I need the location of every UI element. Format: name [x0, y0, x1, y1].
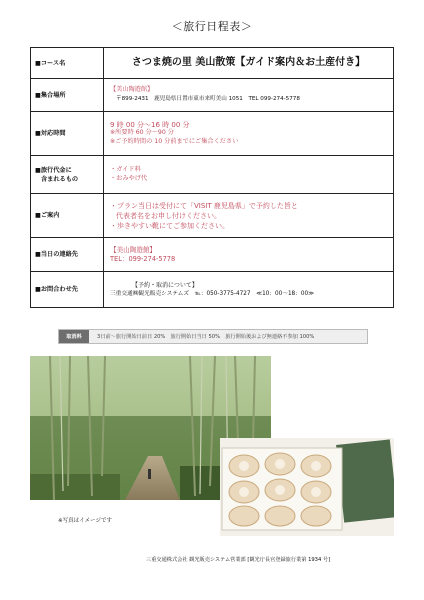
- time-note1: ※所要時 60 分～90 分: [110, 129, 174, 137]
- inquiry-line: 三重交通㈱観光販売システムズ ℡：050-3775-4727 ≪10：00～18：00≫: [110, 290, 315, 297]
- time-note2: ※ご予約時間の 10 分前までにご集合ください: [110, 137, 239, 145]
- meeting-venue: 【美山陶遊館】: [110, 86, 154, 94]
- guide-line-2: 代表者名をお申し付けください。: [116, 211, 221, 220]
- row-included: [31, 156, 394, 194]
- photo-note: ※写真はイメージです: [58, 518, 112, 524]
- cancellation-label: 取消料: [59, 330, 89, 343]
- time-label: ■対応時間: [31, 112, 104, 156]
- included-label-1: ■旅行代金に: [35, 166, 72, 174]
- footer-company: 三重交通株式会社 観光販売システム営業部 [観光庁長官登録旅行業第 1934 号]: [146, 557, 331, 563]
- meeting-address: 〒899-2431 鹿児島県日置市東市来町美山 1051 TEL 099-274-5778: [116, 96, 300, 102]
- row-course: [31, 48, 394, 79]
- row-guide: [31, 194, 394, 238]
- included-item-souvenir: ・おみやげ代: [110, 174, 148, 182]
- time-main: 9 時 00 分～16 時 00 分: [110, 120, 190, 129]
- contact-venue: 【美山陶遊館】: [110, 245, 157, 254]
- guide-label: ■ご案内: [31, 194, 104, 238]
- souvenir-sweets-photo: [220, 438, 394, 536]
- guide-line-1: ・プラン当日は受付にて「VISIT 鹿児島県」で予約した旨と: [110, 201, 298, 210]
- inquiry-heading: 【予約・取消について】: [132, 281, 198, 289]
- meeting-label: ■集合場所: [31, 79, 104, 112]
- cancellation-fee-bar: [58, 329, 368, 344]
- included-item-guide: ・ガイド料: [110, 165, 141, 173]
- row-inquiry: [31, 272, 394, 308]
- contact-label: ■当日の連絡先: [31, 238, 104, 272]
- row-time: [31, 112, 394, 156]
- contact-tel: TEL：099-274-5778: [110, 254, 176, 263]
- cancellation-text: 3日前～旅行開始日前日 20% 旅行開始日当日 50% 旅行開始後および無連絡不参加 100%: [97, 334, 315, 340]
- row-contact: [31, 238, 394, 272]
- inquiry-label: ■お問合わせ先: [31, 272, 104, 308]
- guide-line-3: ・歩きやすい靴にてご参加ください。: [110, 221, 229, 230]
- course-label: ■コース名: [31, 48, 104, 79]
- itinerary-table: [30, 47, 394, 308]
- included-label-2: 含まれるもの: [41, 175, 79, 183]
- course-name: さつま焼の里 美山散策【ガイド案内＆お土産付き】: [131, 56, 366, 68]
- page-title: ＜旅行日程表＞: [171, 20, 253, 33]
- row-meeting: [31, 79, 394, 112]
